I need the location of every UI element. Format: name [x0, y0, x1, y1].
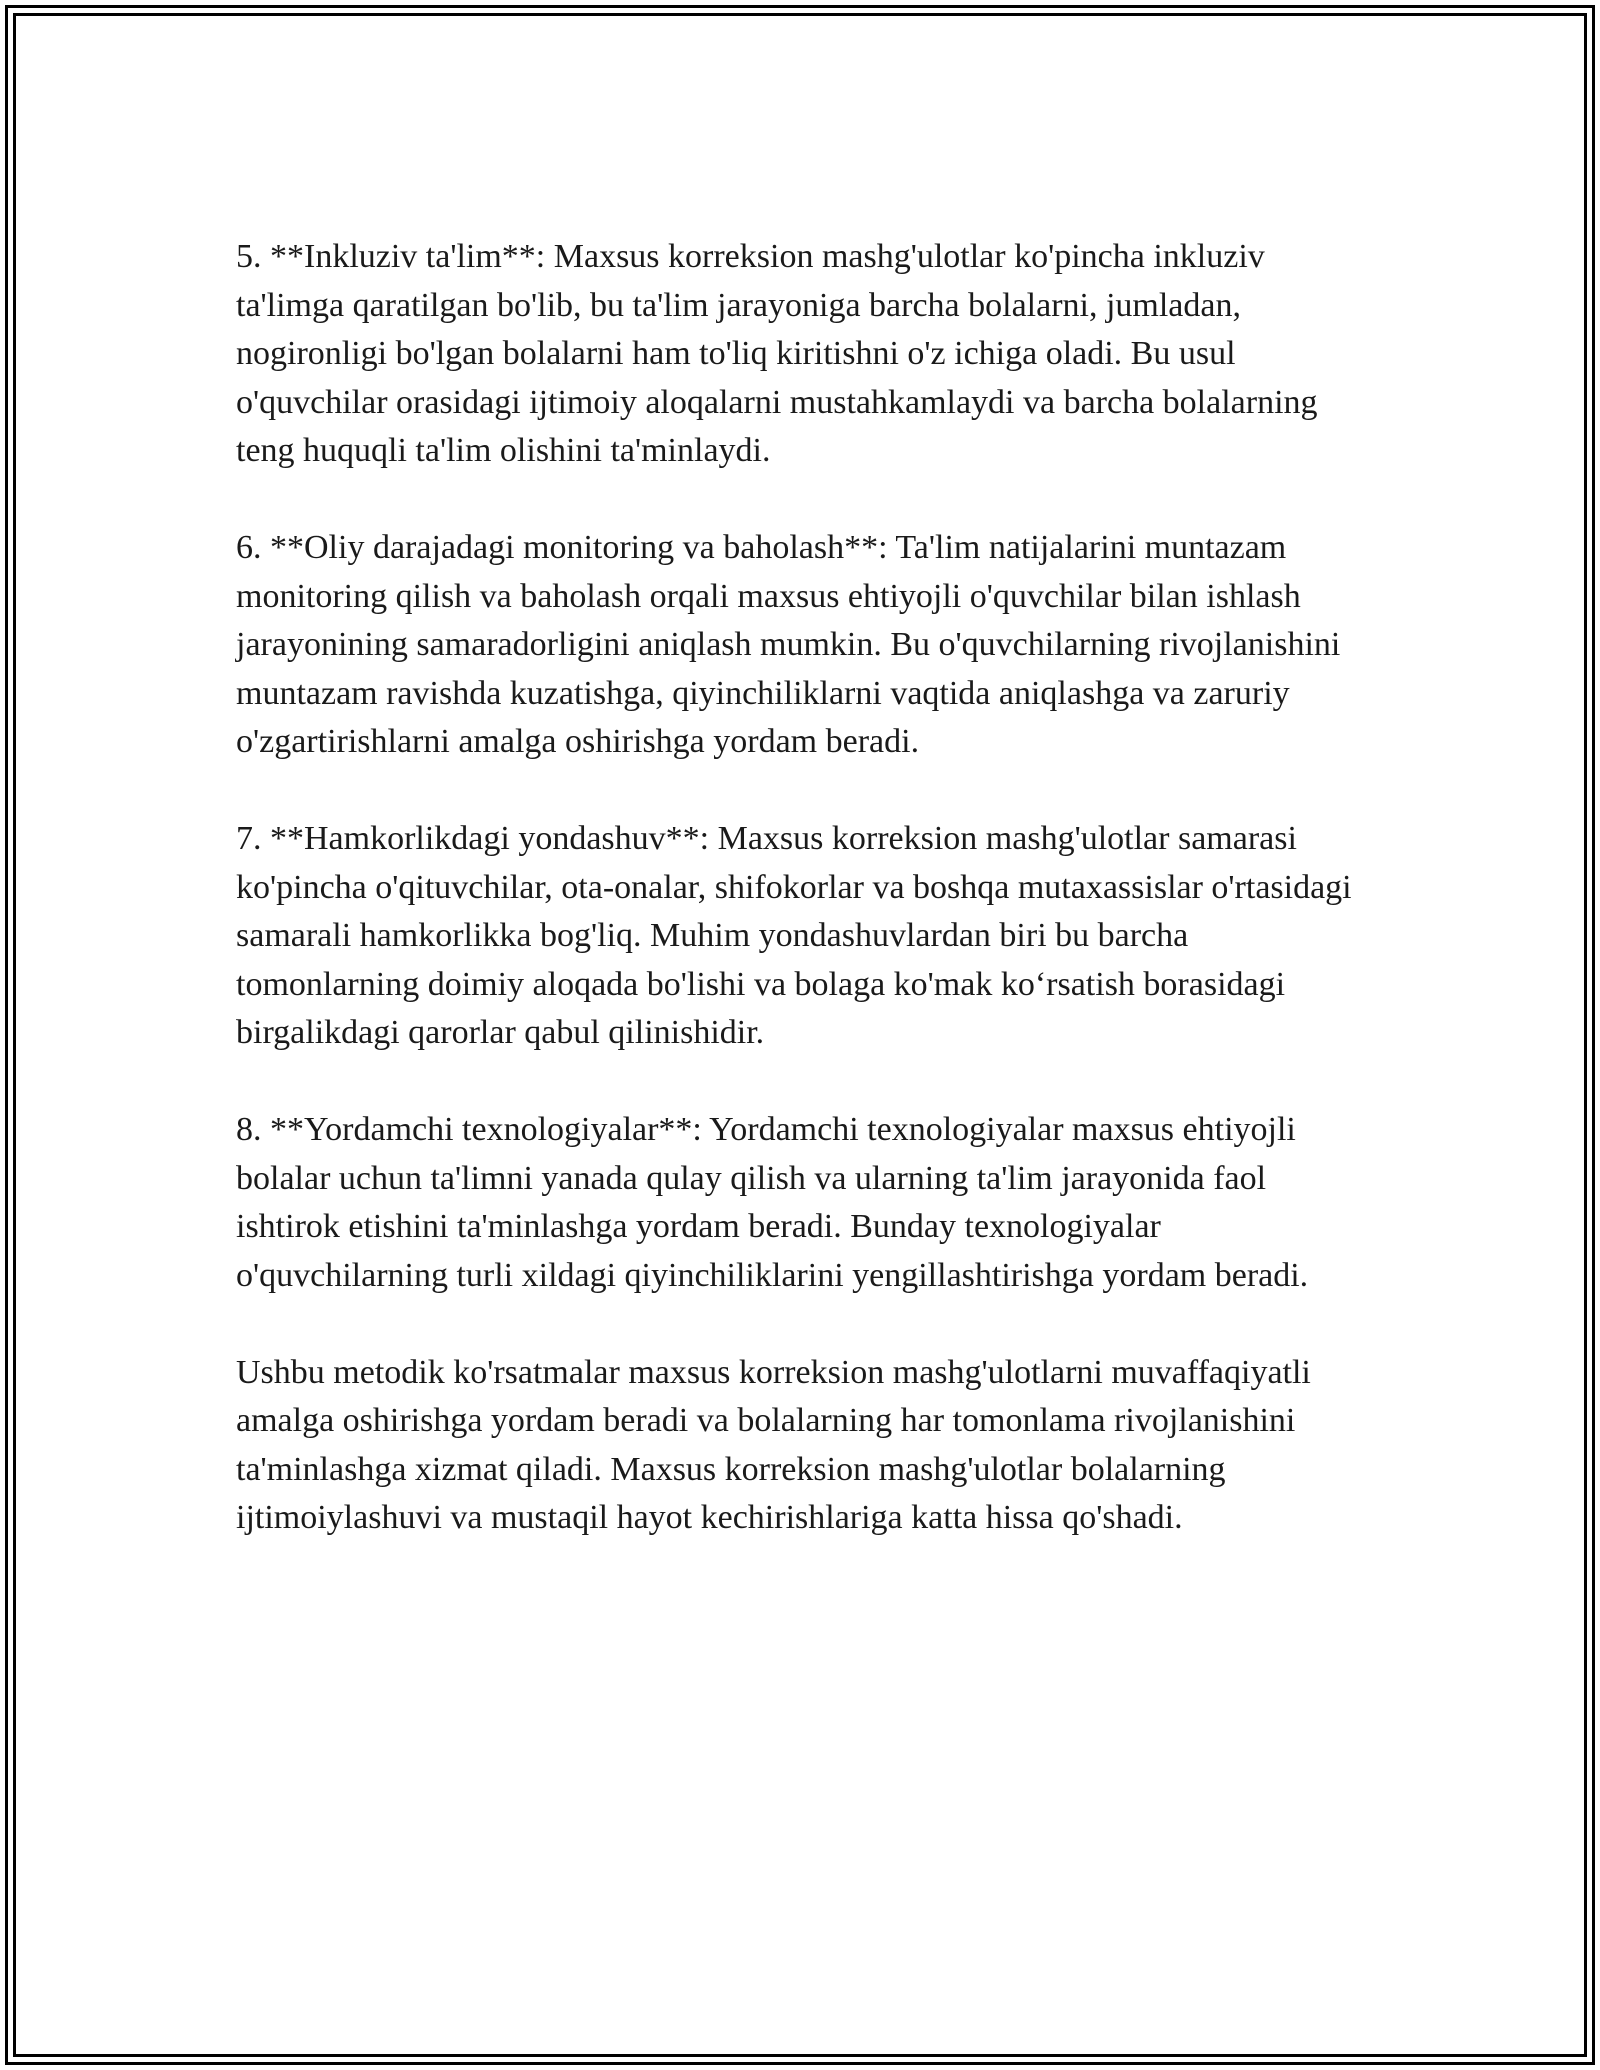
paragraph-conclusion: Ushbu metodik ko'rsatmalar maxsus korreksion mashg'ulotlarni muvaffaqiyatli amalga oshirishga yordam beradi va bolalarning har tomonlama rivojlanishini ta'minlashga xizmat qiladi. Maxsus korreksion mashg'ulotlar bolalarning ijtimoiylashuvi va mustaqil hayot kechirishlariga katta hissa qo'shadi. [236, 1353, 1311, 1536]
document-body [236, 233, 1376, 1543]
paragraph-inclusive-education: 5. **Inkluziv ta'lim**: Maxsus korreksion mashg'ulotlar ko'pincha inkluziv ta'limga qaratilgan bo'lib, bu ta'lim jarayoniga barcha bolalarni, jumladan, nogironligi bo'lgan bolalarni ham to'liq kiritishni o'z ichiga oladi. Bu usul o'quvchilar orasidagi ijtimoiy aloqalarni mustahkamlaydi va barcha bolalarning teng huquqli ta'lim olishini ta'minlaydi. [236, 238, 1318, 469]
paragraph-assistive-technologies: 8. **Yordamchi texnologiyalar**: Yordamchi texnologiyalar maxsus ehtiyojli bolalar uchun ta'limni yanada qulay qilish va ularning ta'lim jarayonida faol ishtirok etishini ta'minlashga yordam beradi. Bunday texnologiyalar o'quvchilarning turli xildagi qiyinchiliklarini yengillashtirishga yordam beradi. [236, 1111, 1309, 1294]
paragraph-monitoring-assessment: 6. **Oliy darajadagi monitoring va baholash**: Ta'lim natijalarini muntazam monitoring qilish va baholash orqali maxsus ehtiyojli o'quvchilar bilan ishlash jarayonining samaradorligini aniqlash mumkin. Bu o'quvchilarning rivojlanishini muntazam ravishda kuzatishga, qiyinchiliklarni vaqtida aniqlashga va zaruriy o'zgartirishlarni amalga oshirishga yordam beradi. [236, 529, 1341, 760]
paragraph-collaborative-approach: 7. **Hamkorlikdagi yondashuv**: Maxsus korreksion mashg'ulotlar samarasi ko'pincha o'qituvchilar, ota-onalar, shifokorlar va boshqa mutaxassislar o'rtasidagi samarali hamkorlikka bog'liq. Muhim yondashuvlardan biri bu barcha tomonlarning doimiy aloqada bo'lishi va bolaga ko'mak ko‘rsatish borasidagi birgalikdagi qarorlar qabul qilinishidir. [236, 820, 1352, 1051]
